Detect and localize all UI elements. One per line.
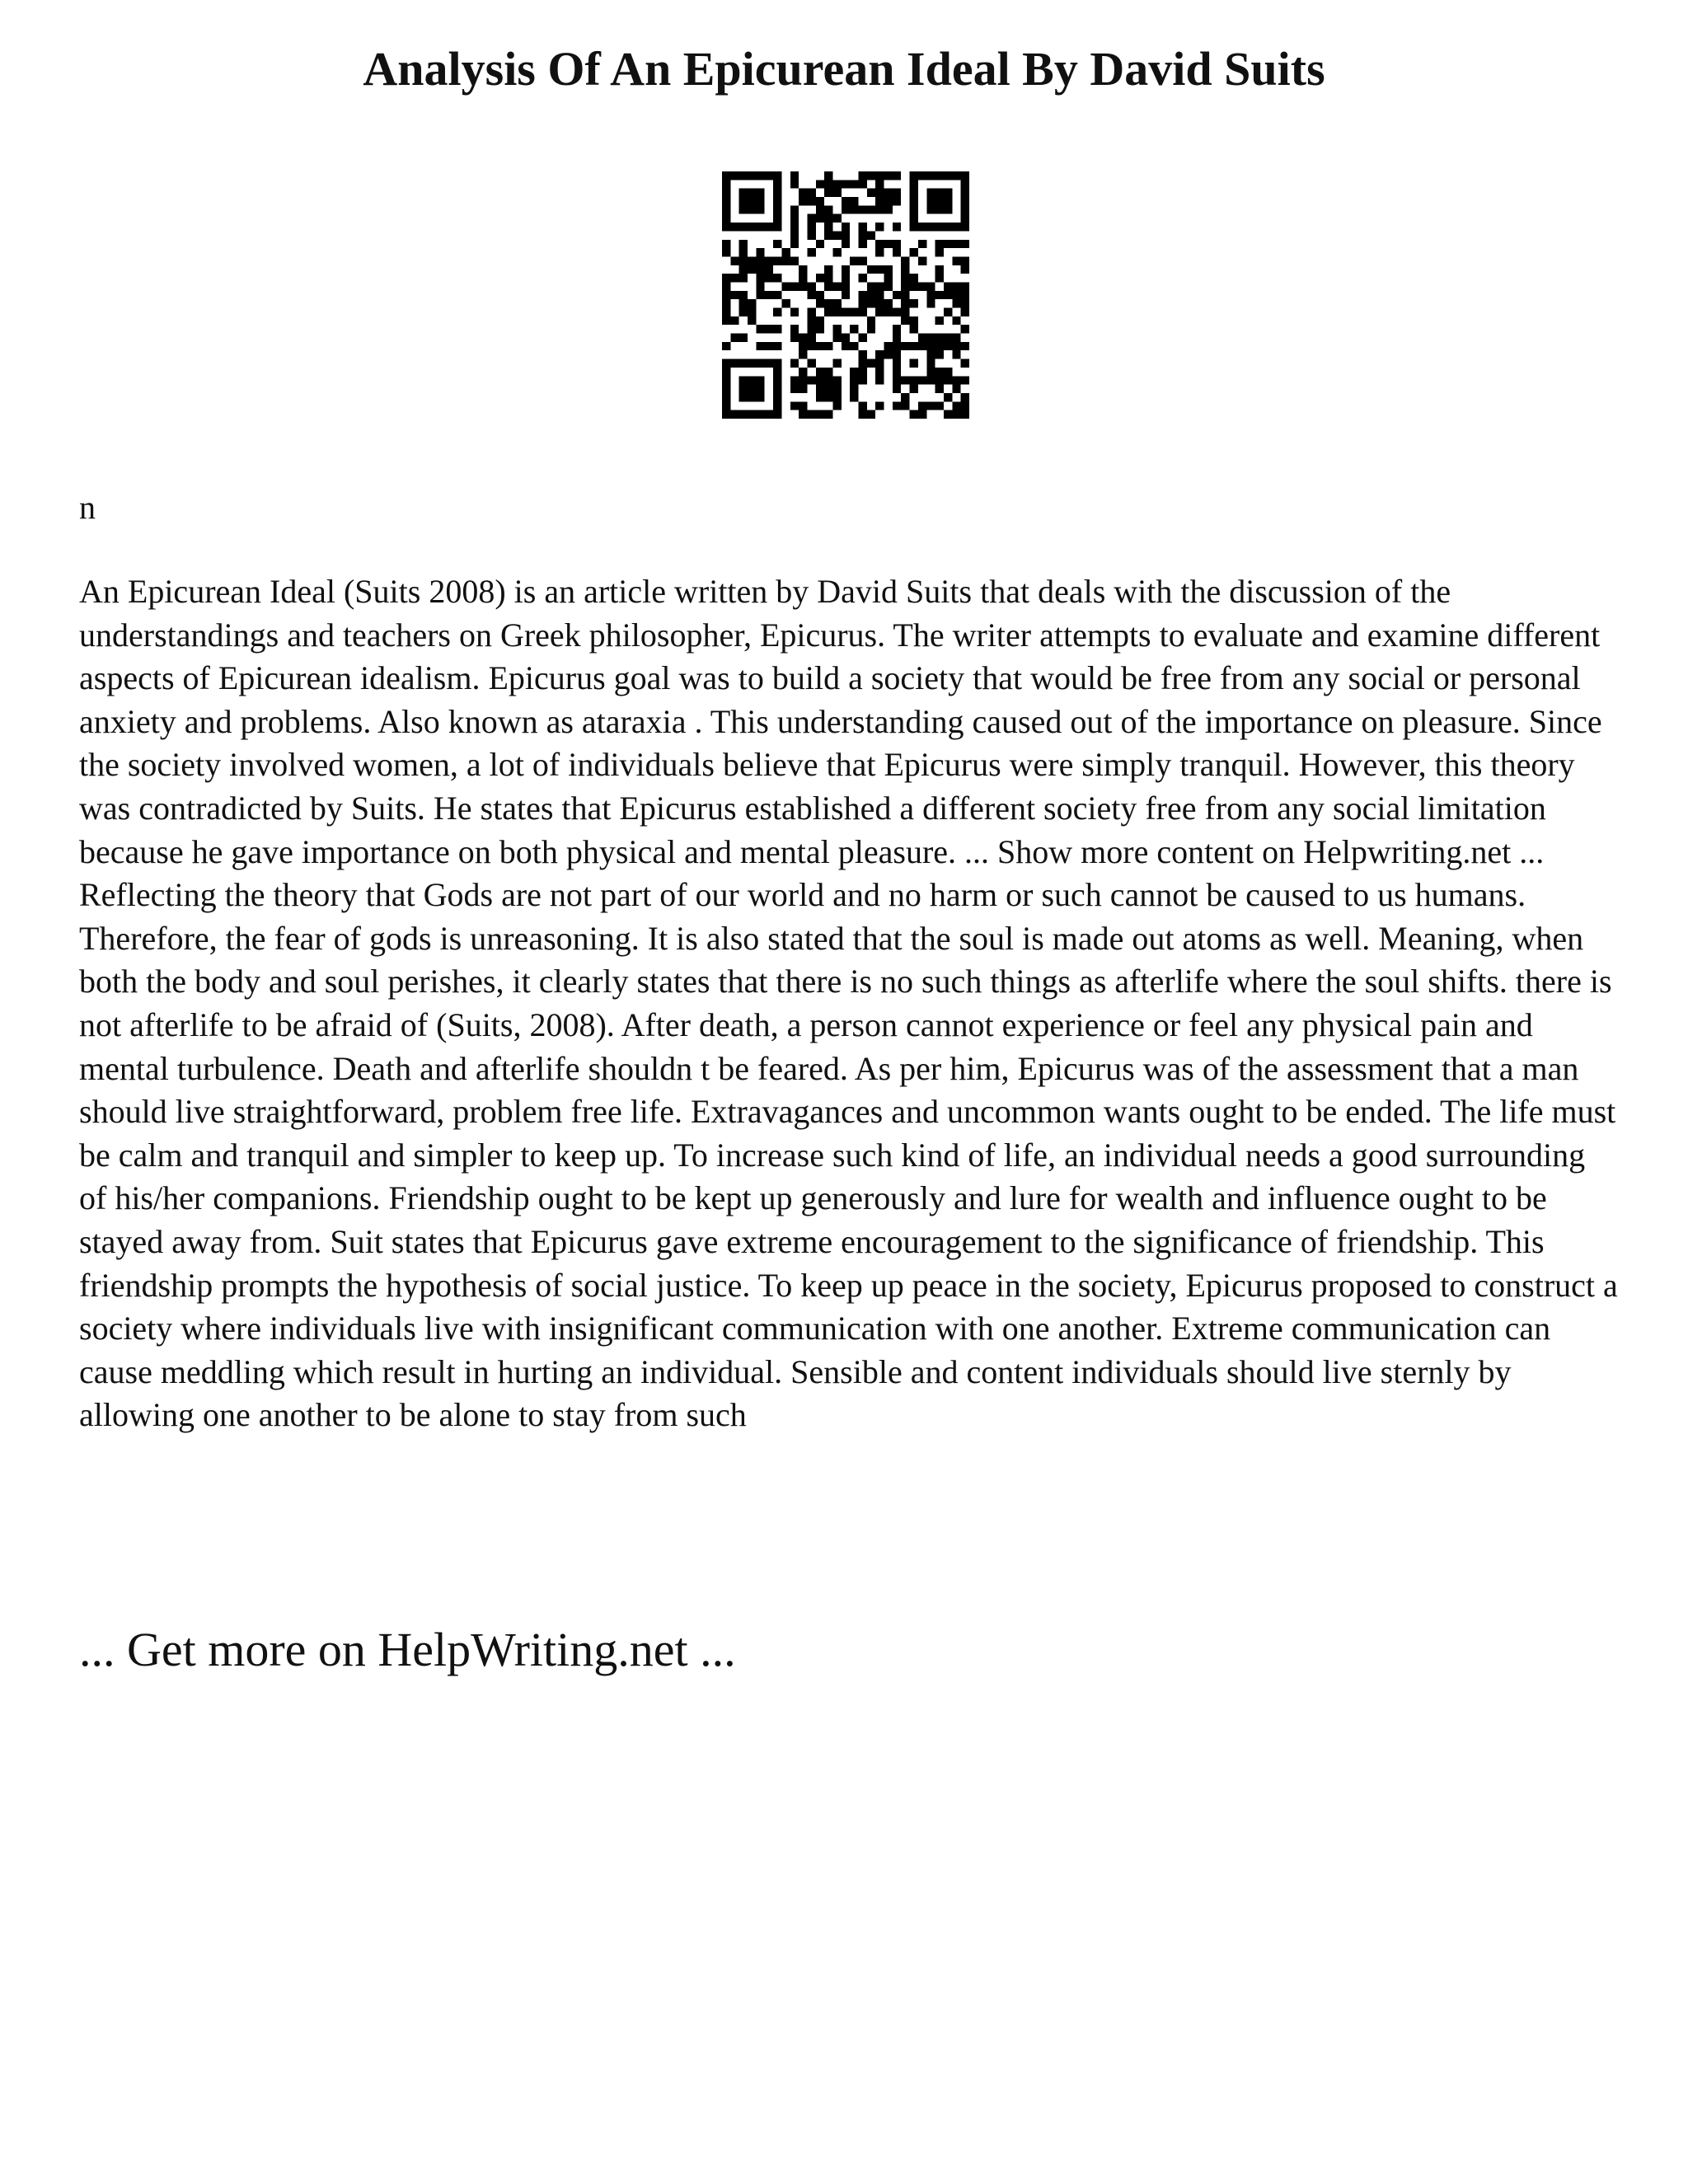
article-body: An Epicurean Ideal (Suits 2008) is an article written by David Suits that deals with the discussion of the understandings and teachers on Greek philosopher, Epicurus. The writer attempts to evaluate and examine different aspects of Epicurean idealism. Epicurus goal was to build a society that would be free from any social or personal anxiety and problems. Also known as ataraxia . This understanding caused out of the importance on pleasure. Since the society involved women, a lot of individuals believe that Epicurus were simply tranquil. However, this theory was contradicted by Suits. He states that Epicurus established a different society free from any social limitation because he gave importance on both physical and mental pleasure. ... Show more content on Helpwriting.net ... Reflecting the theory that Gods are not part of our world and no harm or such cannot be caused to us humans. Therefore, the fear of gods is unreasoning. It is also stated that the soul is made out atoms as well. Meaning, when both the body and soul perishes, it clearly states that there is no such things as afterlife where the soul shifts. there is not afterlife to be afraid of (Suits, 2008). After death, a person cannot experience or feel any physical pain and mental turbulence. Death and afterlife shouldn t be feared. As per him, Epicurus was of the assessment that a man should live straightforward, problem free life. Extravagances and uncommon wants ought to be ended. The life must be calm and tranquil and simpler to keep up. To increase such kind of life, an individual needs a good surrounding of his/her companions. Friendship ought to be kept up generously and lure for wealth and influence ought to be stayed away from. Suit states that Epicurus gave extreme encouragement to the significance of friendship. This friendship prompts the hypothesis of social justice. To keep up peace in the society, Epicurus proposed to construct a society where individuals live with insignificant communication with one another. Extreme communication can cause meddling which result in hurting an individual. Sensible and content individuals should live sternly by allowing one another to be alone to stay from such (79, 573, 1618, 1434)
qr-code-icon (722, 171, 969, 419)
page-title: Analysis Of An Epicurean Ideal By David Suits (363, 42, 1325, 96)
qr-code (722, 171, 969, 419)
get-more-link[interactable]: ... Get more on HelpWriting.net ... (79, 1623, 736, 1676)
stray-character: n (79, 489, 96, 526)
